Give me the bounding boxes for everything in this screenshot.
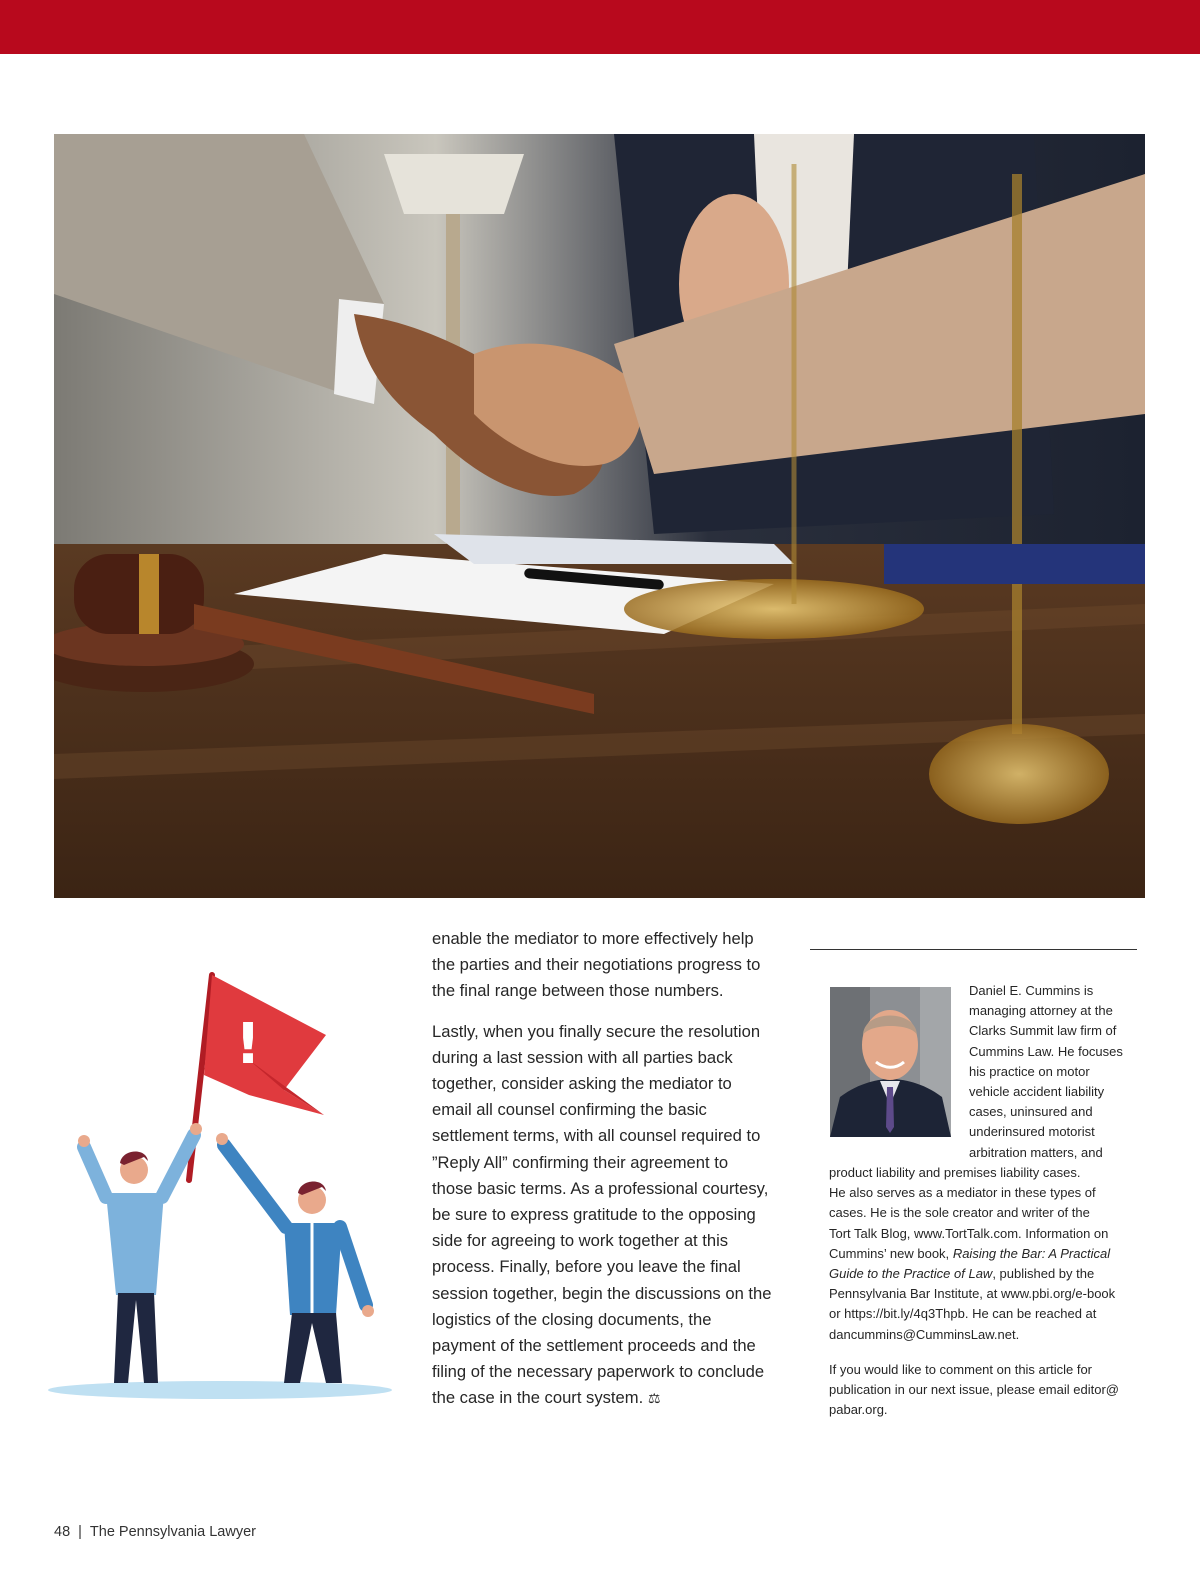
article-paragraph xyxy=(432,1019,772,1413)
bio-line: or https://bit.ly/4q3Thpb. He can be reached at xyxy=(829,1306,1097,1322)
bio-line: Pennsylvania Bar Institute, at www.pbi.org/e-book xyxy=(829,1286,1116,1302)
hero-photo-handshake xyxy=(54,134,1145,898)
bio-text: Cummins’ new book, xyxy=(829,1245,950,1261)
article-paragraph xyxy=(432,926,772,1005)
author-bio-intro xyxy=(969,981,1139,1163)
book-title: Guide to the Practice of Law xyxy=(829,1266,993,1282)
bio-line: his practice on motor xyxy=(969,1063,1090,1079)
warning-flag-illustration xyxy=(44,965,396,1415)
bio-line: underinsured motorist xyxy=(969,1124,1095,1140)
comment-invitation xyxy=(829,1360,1139,1421)
top-color-bar xyxy=(0,0,1200,54)
comment-line: If you would like to comment on this article for xyxy=(829,1361,1093,1377)
bio-line: Daniel E. Cummins is xyxy=(969,983,1094,998)
comment-line: publication in our next issue, please email editor@ xyxy=(829,1382,1119,1398)
author-headshot xyxy=(830,987,951,1137)
bio-line: Tort Talk Blog, www.TortTalk.com. Information on xyxy=(829,1225,1109,1241)
bio-line xyxy=(829,1244,1139,1264)
bio-line: cases. He is the sole creator and writer of the xyxy=(829,1205,1090,1221)
sidebar-divider xyxy=(810,949,1137,950)
footer-separator: | xyxy=(78,1524,82,1540)
bio-line: He also serves as a mediator in these types of xyxy=(829,1185,1096,1201)
bio-line: arbitration matters, and xyxy=(969,1144,1103,1160)
svg-text:!: ! xyxy=(235,1012,261,1077)
article-paragraph-text: enable the mediator to more effectively help the parties and their negotiations progress to the final range between those numbers. xyxy=(432,929,761,1001)
bio-line: product liability and premises liability cases. xyxy=(829,1165,1081,1180)
author-bio-continued xyxy=(829,1163,1139,1420)
bio-line: cases, uninsured and xyxy=(969,1104,1093,1120)
book-title: Raising the Bar: A Practical xyxy=(952,1245,1111,1261)
bio-line: vehicle accident liability xyxy=(969,1084,1105,1100)
page-number: 48 xyxy=(54,1524,71,1540)
bio-line xyxy=(829,1264,1139,1284)
publication-name: The Pennsylvania Lawyer xyxy=(89,1524,256,1540)
bio-line: Cummins Law. He focuses xyxy=(969,1043,1123,1059)
bio-line: managing attorney at the xyxy=(969,1003,1113,1019)
scales-end-mark-icon: ⚖ xyxy=(647,1391,661,1408)
bio-text: , published by the xyxy=(992,1266,1095,1282)
page-footer xyxy=(54,1524,256,1540)
bio-line: Clarks Summit law firm of xyxy=(969,1023,1117,1039)
bio-line: dancummins@CumminsLaw.net. xyxy=(829,1326,1020,1342)
article-paragraph-text: Lastly, when you finally secure the resolution during a last session with all parties back together, consider asking the mediator to email all counsel confirming the basic settlement terms, with all counsel required to ”Reply All” confirming their agreement to those basic terms. As a professional courtesy, be sure to express gratitude to the opposing side for agreeing to work together at this process. Finally, before you leave the final session together, begin the discussions on the logistics of the closing documents, the payment of the settlement proceeds and the filing of the necessary paperwork to conclude the case in the court system. xyxy=(432,1021,772,1408)
article-body xyxy=(432,926,772,1427)
comment-line: pabar.org. xyxy=(829,1402,888,1418)
